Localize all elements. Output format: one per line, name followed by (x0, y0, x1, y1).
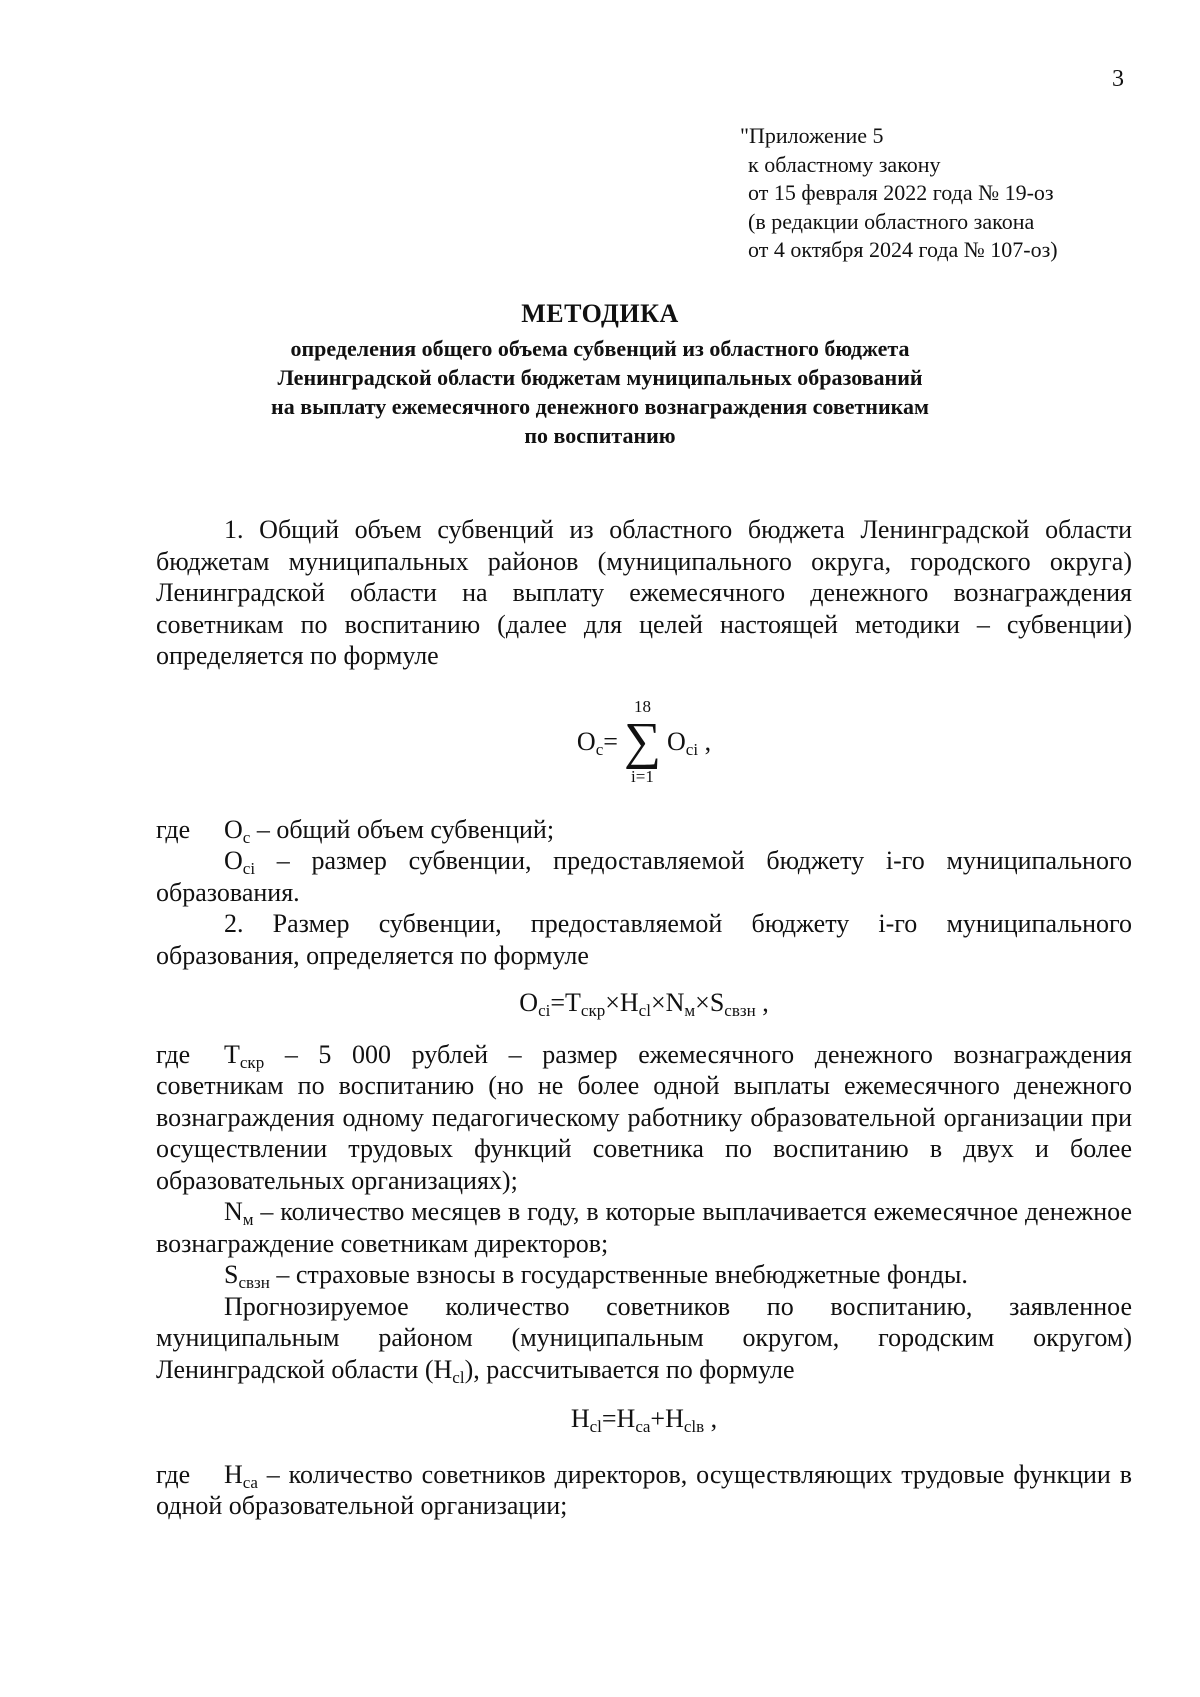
document-body (156, 514, 1132, 1522)
formula-subvention-size: $O_{ci}=T_{скр}\times H_{cl}\times N_м\times S_{свзн}$ , (519, 988, 769, 1020)
formula-total-subvention (156, 686, 1132, 798)
sigma-symbol: ∑ (623, 712, 661, 770)
title-line-1: определения общего объема субвенций из областного бюджета (290, 336, 910, 361)
paragraph-1: 1. Общий объем субвенций из областного бюджета Ленинградской области бюджетам муниципальных районов (муниципального округа, городского округа) Ленинградской области на выплату ежемесячного денежного вознаграждения советникам по воспитанию (далее для целей настоящей методики – субвенции) определяется по формуле (156, 515, 1132, 670)
title-main: МЕТОДИКА (521, 299, 679, 328)
appendix-line-4: (в редакции областного закона (748, 208, 1035, 234)
sum-upper-limit: 18 (633, 696, 651, 716)
definition-tskr: где $T_{скр} - 5$ 000 рублей – размер ежемесячного денежного вознаграждения советникам по воспитанию (но не более одной выплаты ежемесячного денежного вознаграждения одному педагогическому работнику образовательной организации при осуществлении трудовых функций советника по воспитанию в двух и более образовательных организациях); (156, 1039, 1132, 1195)
appendix-line-5: от 4 октября 2024 года № 107-оз) (748, 237, 1058, 263)
sum-lower-limit: i=1 (631, 766, 654, 786)
definition-oci: $O_{ci}$ – размер субвенции, предоставляемой бюджету i-го муниципального образования. (156, 846, 1132, 907)
paragraph-3: Прогнозируемое количество советников по воспитанию, заявленное муниципальным районом (муниципальным округом, городским округом) Ленинградской области $(H_{cl})$, рассчитывается по формуле (156, 1291, 1132, 1387)
formula-term: $O_{ci}$ , (667, 726, 712, 759)
appendix-line-2: к областному закону (748, 151, 941, 177)
formula-advisors-count: $H_{cl}=H_{ca}+H_{clв}$ , (570, 1404, 718, 1436)
formula-lhs: $O_c=$ (576, 726, 618, 759)
definition-oc: где $O_c$ – общий объем субвенций; (156, 814, 555, 847)
paragraph-2: 2. Размер субвенции, предоставляемой бюджету i-го муниципального образования, определяется по формуле (156, 909, 1132, 970)
appendix-line-1: "Приложение 5 (740, 123, 884, 148)
appendix-header (740, 122, 1058, 265)
appendix-line-3: от 15 февраля 2022 года № 19-оз (748, 180, 1054, 206)
definition-svzn: $S_{свзн}$ – страховые взносы в государственные внебюджетные фонды. (224, 1260, 968, 1292)
document-title (140, 298, 1060, 450)
title-line-4: по воспитанию (524, 423, 676, 448)
page-number: 3 (1112, 66, 1124, 92)
definition-nm: $N_м$ – количество месяцев в году, в которые выплачивается ежемесячное денежное вознаграждение советникам директоров; (156, 1197, 1132, 1258)
title-line-3: на выплату ежемесячного денежного вознаграждения советникам (271, 394, 929, 419)
definition-hca: где $H_{ca}$ – количество советников директоров, осуществляющих трудовые функции в одной образовательной организации; (156, 1459, 1132, 1520)
title-line-2: Ленинградской области бюджетам муниципальных образований (277, 365, 923, 390)
sum-operator (624, 697, 661, 787)
